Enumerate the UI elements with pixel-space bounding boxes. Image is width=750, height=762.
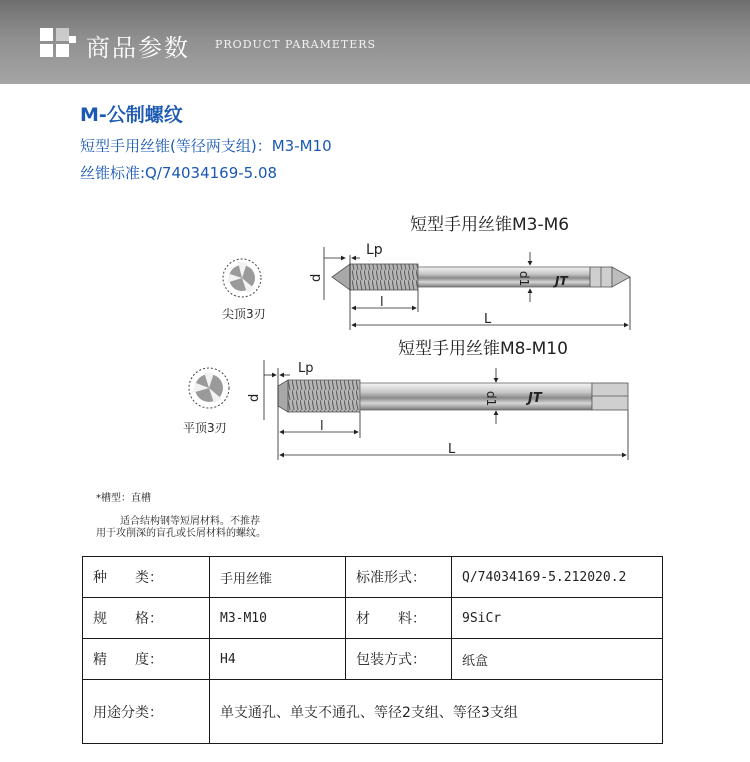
bottom-d-label: d xyxy=(247,393,262,402)
packaging-label: 包装方式： xyxy=(346,639,452,680)
size-label: 规 格： xyxy=(83,598,210,639)
svg-text:JT: JT xyxy=(555,274,568,288)
bottom-l-label: l xyxy=(320,419,324,434)
spec-table xyxy=(82,556,663,744)
bottom-d1-label: d1 xyxy=(484,391,498,407)
top-L-label: L xyxy=(484,312,492,327)
top-lp-label: Lp xyxy=(366,242,383,258)
packaging-value: 纸盒 xyxy=(452,639,663,680)
top-tap-title: 短型手用丝锥M3-M6 xyxy=(410,215,570,235)
tap-standard-line: 丝锥标准:Q/74034169-5.08 xyxy=(80,164,278,182)
top-tap-body xyxy=(332,264,630,290)
tap-range-line: 短型手用丝锥(等径两支组)：M3-M10 xyxy=(80,137,332,155)
table-row xyxy=(83,557,663,598)
size-value: M3-M10 xyxy=(210,598,346,639)
banner-title: 商品参数 xyxy=(86,34,190,62)
type-value: 手用丝锥 xyxy=(210,557,346,598)
top-l-label: l xyxy=(380,295,384,310)
flat-3-flute-section-icon xyxy=(189,368,229,408)
type-label: 种 类： xyxy=(83,557,210,598)
table-row xyxy=(83,680,663,744)
usage-label: 用途分类： xyxy=(83,680,210,744)
bottom-section-caption: 平顶3刃 xyxy=(183,421,227,435)
usage-value: 单支通孔、单支不通孔、等径2支组、等径3支组 xyxy=(210,680,663,744)
thread-type-heading: M-公制螺纹 xyxy=(80,104,183,126)
usage-note-line2: 用于攻削深的盲孔或长屑材料的螺纹。 xyxy=(96,528,266,539)
table-row xyxy=(83,639,663,680)
bottom-L-label: L xyxy=(448,442,456,457)
top-d1-label: d1 xyxy=(517,271,531,287)
svg-text:JT: JT xyxy=(528,391,542,406)
usage-note-line1: 适合结构钢等短屑材料。不推荐 xyxy=(120,516,260,527)
table-row xyxy=(83,598,663,639)
standard-value: Q/74034169-5.212020.2 xyxy=(452,557,663,598)
top-d-label: d xyxy=(309,273,324,282)
precision-label: 精 度： xyxy=(83,639,210,680)
bottom-tap-body xyxy=(278,380,628,412)
material-value: 9SiCr xyxy=(452,598,663,639)
standard-label: 标准形式： xyxy=(346,557,452,598)
material-label: 材 料： xyxy=(346,598,452,639)
pointed-3-flute-section-icon xyxy=(223,259,261,297)
banner-subtitle: PRODUCT PARAMETERS xyxy=(215,38,377,51)
precision-value: H4 xyxy=(210,639,346,680)
groove-note: *槽型：直槽 xyxy=(96,493,151,504)
bottom-tap-title: 短型手用丝锥M8-M10 xyxy=(398,339,568,359)
bottom-lp-label: Lp xyxy=(298,361,314,376)
top-section-caption: 尖顶3刃 xyxy=(222,307,266,321)
